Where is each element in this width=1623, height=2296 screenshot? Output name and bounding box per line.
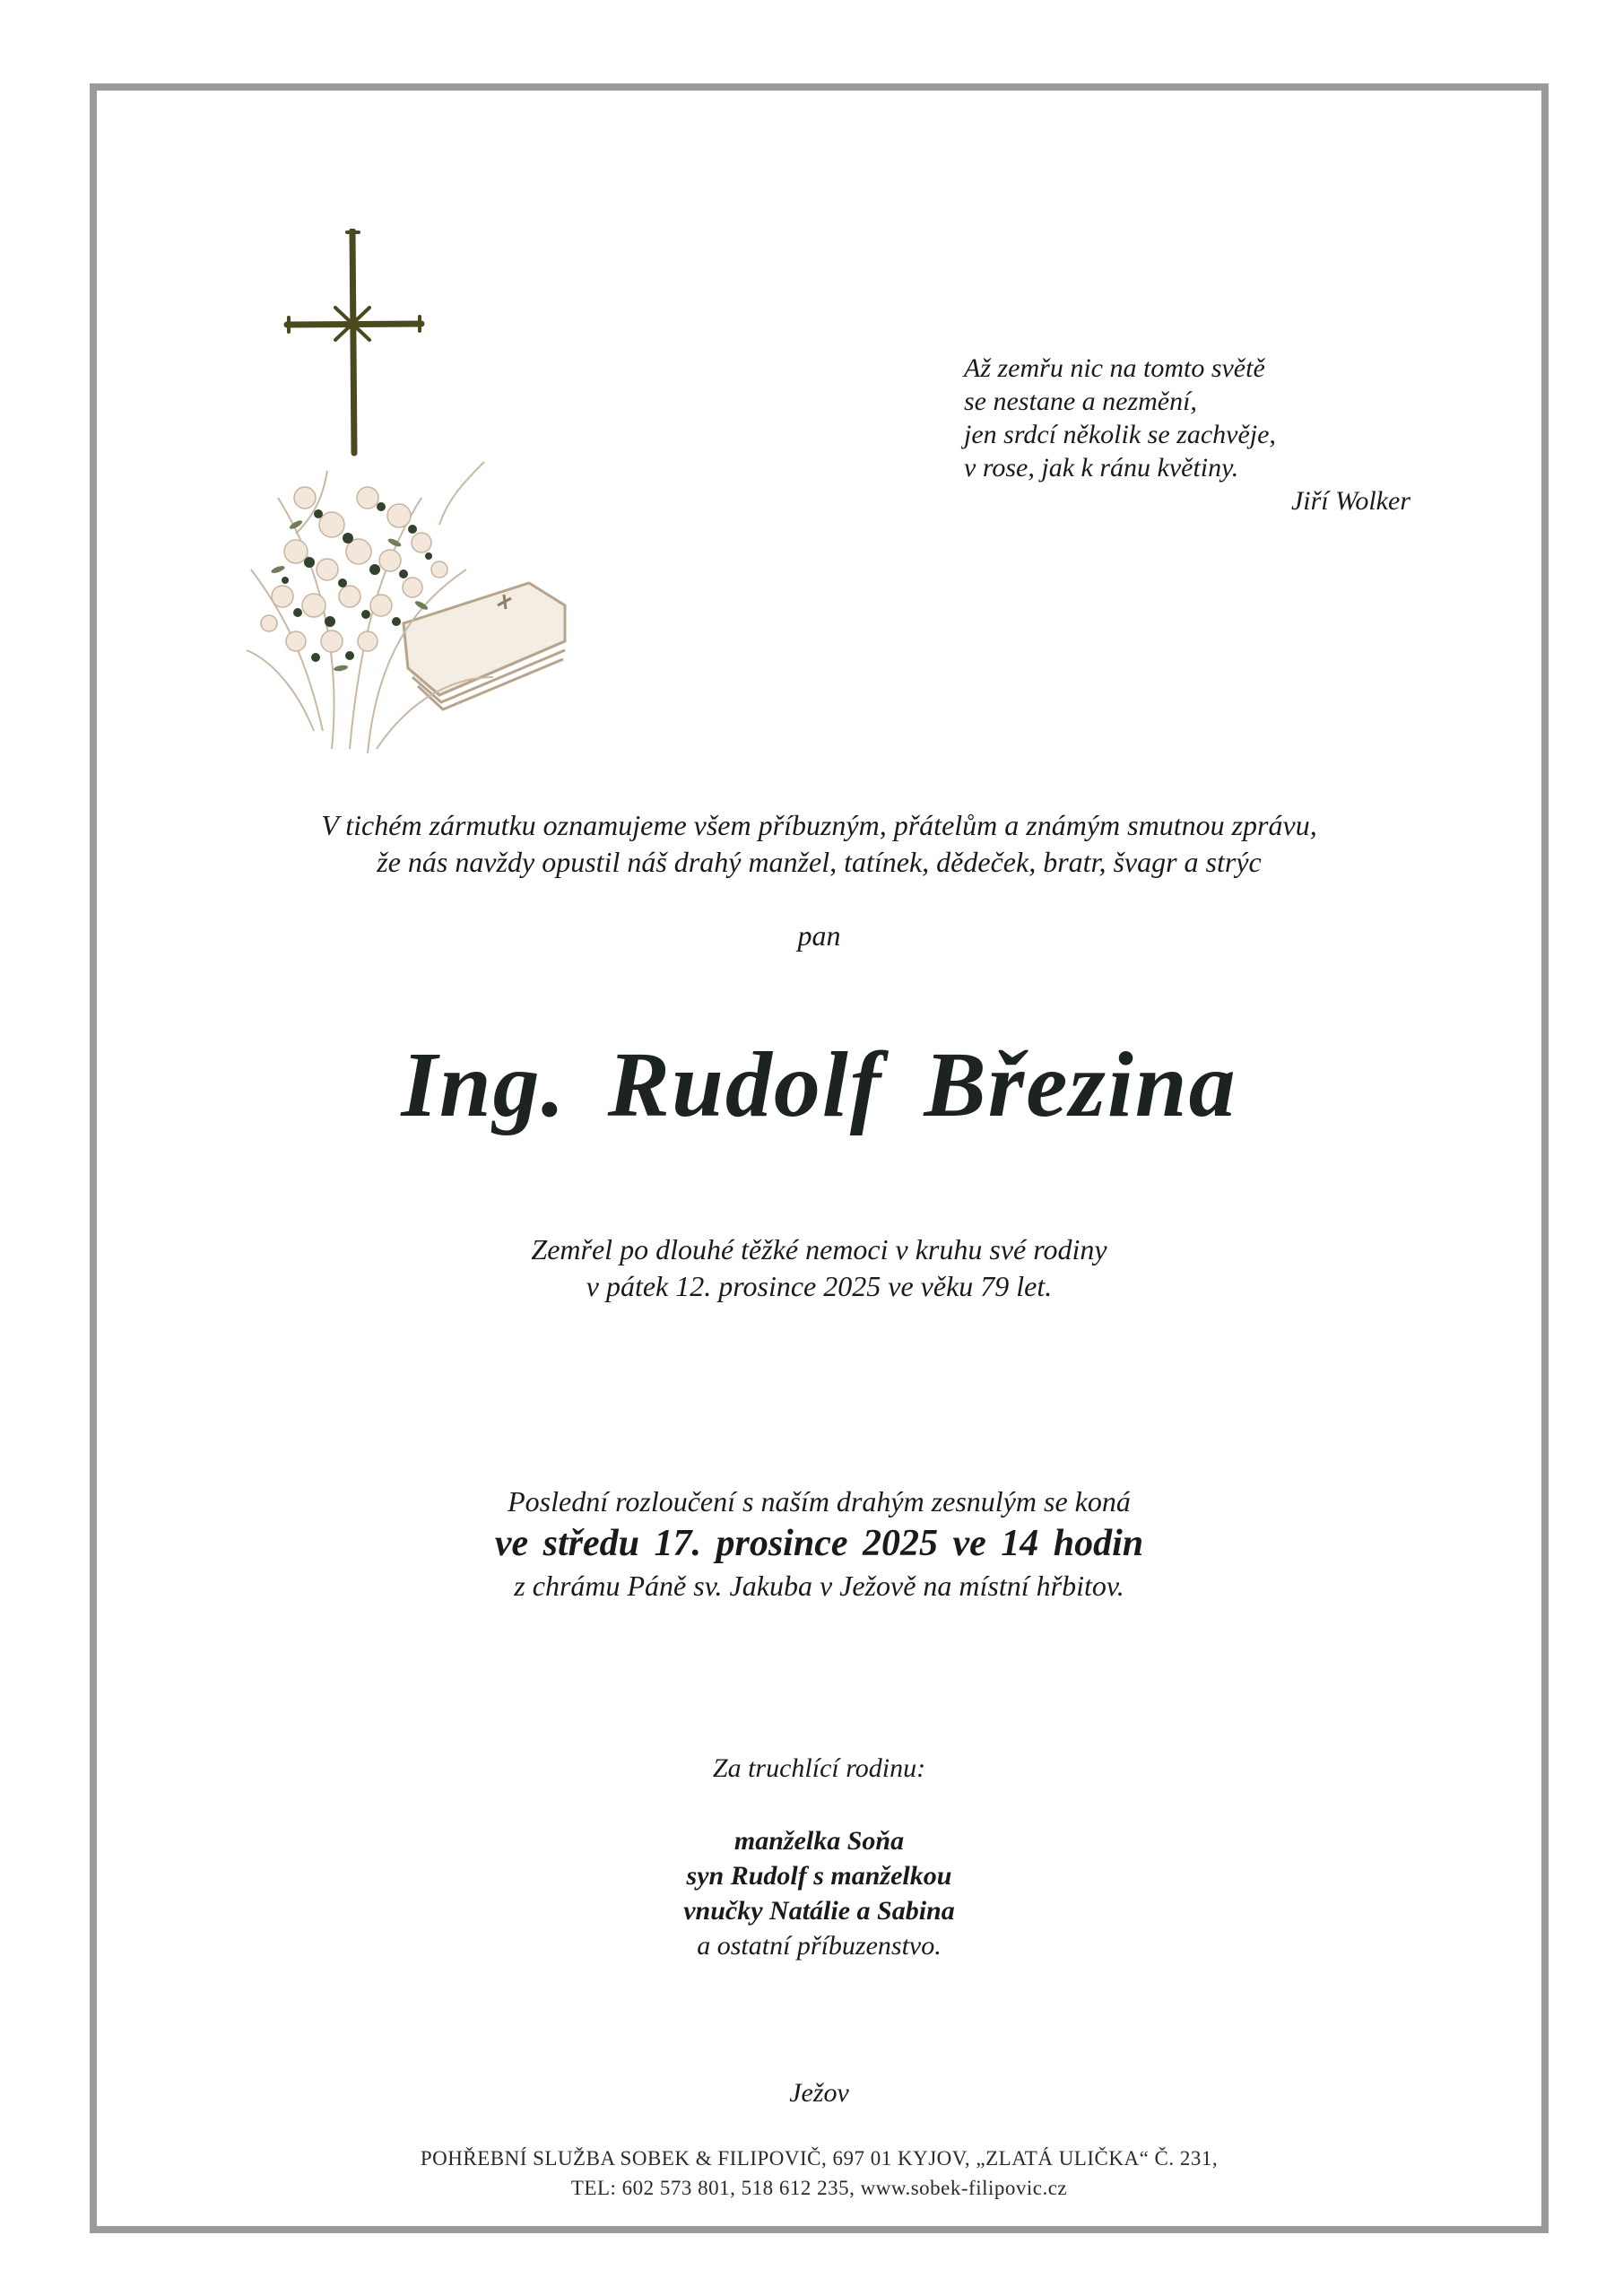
poem-line: Až zemřu nic na tomto světě	[964, 353, 1265, 383]
funeral-line: z chrámu Páně sv. Jakuba v Ježově na místní hřbitov.	[514, 1570, 1124, 1602]
footer-line: POHŘEBNÍ SLUŽBA SOBEK & FILIPOVIČ, 697 01 KYJOV, „ZLATÁ ULIČKA“ Č. 231,	[420, 2147, 1219, 2170]
mourner: vnučky Natálie a Sabina	[683, 1896, 955, 1926]
death-line: v pátek 12. prosince 2025 ve věku 79 let.	[586, 1270, 1053, 1302]
mourner-others: a ostatní příbuzenstvo.	[697, 1931, 942, 1961]
poem-line: jen srdcí několik se zachvěje,	[964, 420, 1276, 449]
footer-line: TEL: 602 573 801, 518 612 235, www.sobek-filipovic.cz	[570, 2177, 1068, 2199]
poem-line: se nestane a nezmění,	[964, 387, 1197, 416]
poem	[964, 352, 1430, 517]
death-notice	[90, 1231, 1549, 1305]
death-line: Zemřel po dlouhé těžké nemoci v kruhu své rodiny	[531, 1233, 1107, 1265]
mourners-heading: Za truchlící rodinu:	[712, 1753, 926, 1783]
cross-icon	[287, 230, 421, 453]
funeral-service-footer	[90, 2144, 1549, 2203]
poem-author: Jiří Wolker	[1290, 486, 1410, 516]
deceased-name: Ing. Rudolf Březina	[401, 1033, 1237, 1136]
funeral-info	[90, 1483, 1549, 1605]
place: Ježov	[789, 2078, 849, 2108]
announcement	[90, 807, 1549, 881]
announcement-line: že nás navždy opustil náš drahý manžel, tatínek, dědeček, bratr, švagr a strýc	[377, 846, 1262, 878]
honorific: pan	[797, 919, 841, 952]
announcement-line: V tichém zármutku oznamujeme všem příbuzným, přátelům a známým smutnou zprávu,	[321, 809, 1317, 841]
funeral-date-time: ve středu 17. prosince 2025 ve 14 hodin	[494, 1523, 1144, 1564]
mourners-list	[90, 1823, 1549, 1963]
mourner: syn Rudolf s manželkou	[686, 1861, 952, 1891]
mourner: manželka Soňa	[733, 1826, 905, 1856]
cross-with-flowers-and-bible-icon	[242, 229, 574, 758]
funeral-line: Poslední rozloučení s naším drahým zesnulým se koná	[508, 1485, 1131, 1518]
poem-line: v rose, jak k ránu květiny.	[964, 453, 1239, 483]
